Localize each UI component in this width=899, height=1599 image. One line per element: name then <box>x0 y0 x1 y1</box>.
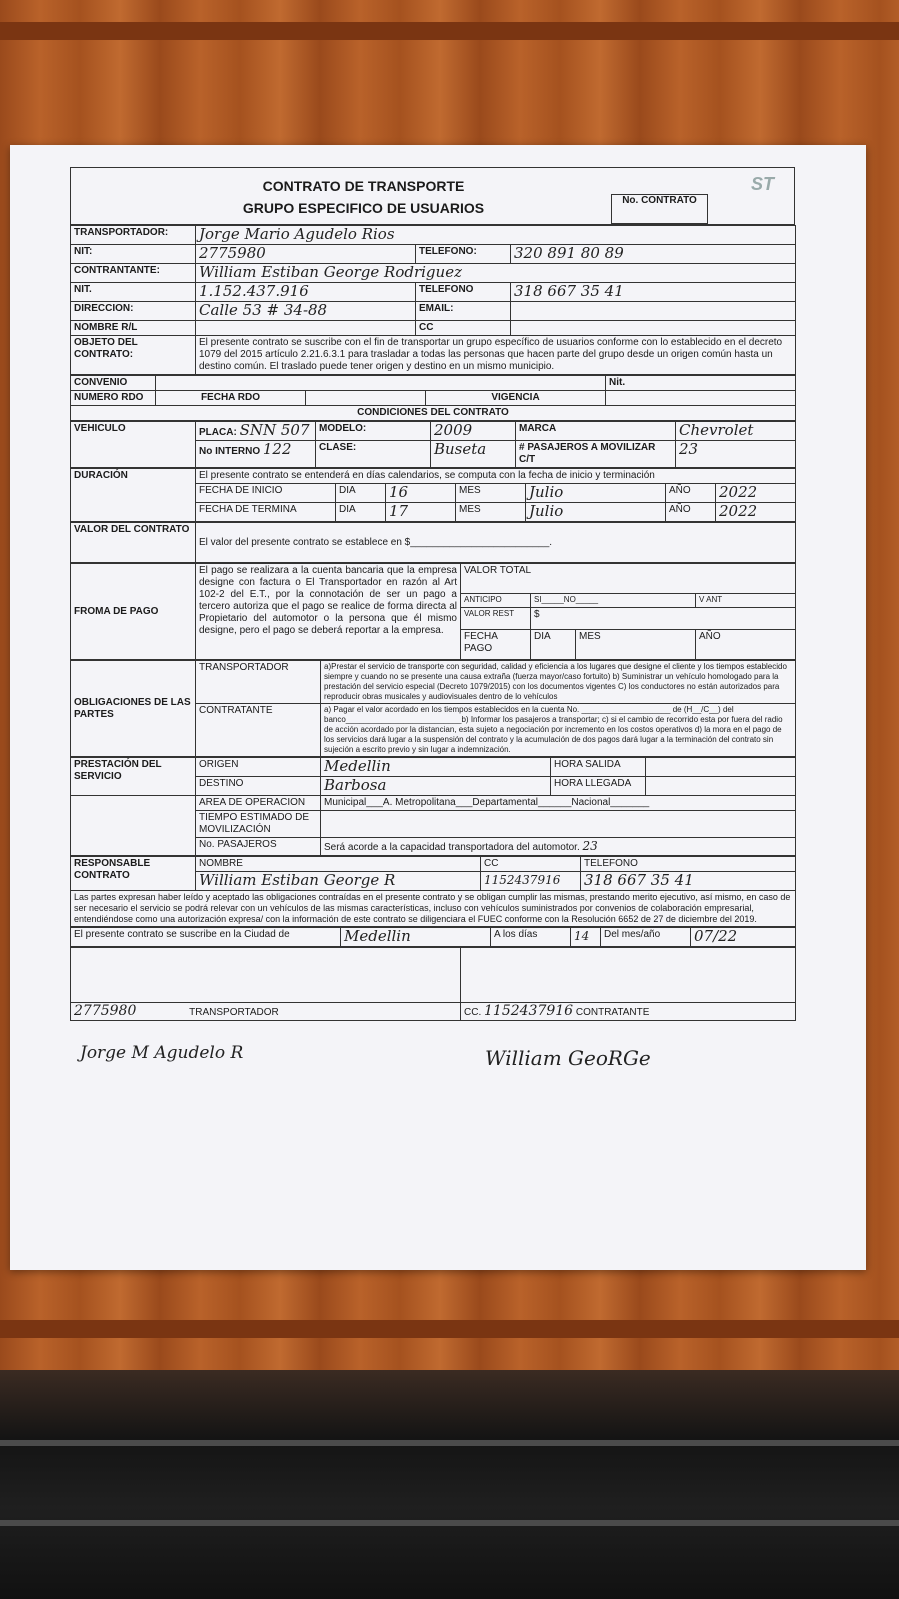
cc-label: CC <box>416 321 511 336</box>
ano-label: AÑO <box>666 503 716 522</box>
cc-transportador: 2775980 <box>74 1003 137 1019</box>
dia-firma-field[interactable]: 14 <box>571 928 601 947</box>
obligaciones-table <box>70 660 796 757</box>
email-field[interactable] <box>511 302 796 321</box>
ciudad-text: El presente contrato se suscribe en la Ciudad de <box>71 928 341 947</box>
nit2-field[interactable]: 1.152.437.916 <box>196 283 416 302</box>
transportador-label: TRANSPORTADOR: <box>71 226 196 245</box>
company-logo: ST <box>750 174 774 194</box>
dia-label: DIA <box>336 503 386 522</box>
tiempo-field[interactable] <box>321 811 796 838</box>
fecha-termina-label: FECHA DE TERMINA <box>196 503 336 522</box>
duracion-table <box>70 468 796 522</box>
termina-ano-field[interactable]: 2022 <box>716 503 796 522</box>
parties-table <box>70 225 796 375</box>
valor-rest-field[interactable]: $ <box>531 608 796 630</box>
destino-field[interactable]: Barbosa <box>321 777 551 796</box>
hora-llegada-label: HORA LLEGADA <box>551 777 646 796</box>
vehicle-table <box>70 421 796 468</box>
clase-label: CLASE: <box>316 441 431 468</box>
ciudad-field[interactable]: Medellin <box>341 928 491 947</box>
placa-field[interactable]: PLACA: SNN 507 <box>196 422 316 441</box>
wood-band <box>0 22 899 40</box>
hora-llegada-field[interactable] <box>646 777 796 796</box>
anticipo-label: ANTICIPO <box>461 594 531 608</box>
modelo-label: MODELO: <box>316 422 431 441</box>
inicio-mes-field[interactable]: Julio <box>526 484 666 503</box>
nombre-label: NOMBRE <box>196 857 481 872</box>
dia-label[interactable]: DIA <box>531 630 576 660</box>
origen-field[interactable]: Medellin <box>321 758 551 777</box>
area-label: AREA DE OPERACION <box>196 796 321 811</box>
hora-salida-label: HORA SALIDA <box>551 758 646 777</box>
resp-nombre-field[interactable]: William Estiban George R <box>196 872 481 891</box>
telefono-field[interactable]: 320 891 80 89 <box>511 245 796 264</box>
fecha-rdo-field[interactable] <box>306 391 426 406</box>
numero-rdo-label: NUMERO RDO <box>71 391 156 406</box>
nit-label: NIT: <box>71 245 196 264</box>
modelo-field[interactable]: 2009 <box>431 422 516 441</box>
valor-text[interactable]: El valor del presente contrato se establece en $_________________________. <box>196 523 796 563</box>
duracion-text: El presente contrato se entenderá en días calendarios, se computa con la fecha de inicio y terminación <box>196 469 796 484</box>
objeto-text: El presente contrato se suscribe con el fin de transportar un grupo específico de usuarios conforme con lo establecido en el decreto 1079 del 2015 artículo 2.21.6.3.1 para trasladar a todas las personas que hacen parte del grupo desde un origen común hasta un destino común. El traslado puede tener origen y destino en un mismo municipio. <box>196 336 796 375</box>
pago-text: El pago se realizara a la cuenta bancaria que la empresa designe con factura o El Transportador en razón al Art 102-2 del E.T., por la connotación de ser un pago a tercero autoriza que el pago se realice de forma directa al Propietario del automotor o la persona que él mismo designe, pero el pago se deberá reportar a la empresa. <box>196 564 461 660</box>
direccion-field[interactable]: Calle 53 # 34-88 <box>196 302 416 321</box>
valor-total-label[interactable]: VALOR TOTAL <box>461 564 796 594</box>
valor-table <box>70 522 796 563</box>
direccion-label: DIRECCION: <box>71 302 196 321</box>
signature-table <box>70 947 796 1021</box>
legal-text: Las partes expresan haber leído y aceptado las obligaciones contraídas en el presente contrato y se obligan cumplir las mismas, prestando merito ejecutivo, así mismo, en caso de ser necesario el servicio se podrá relevar con un vehículos de las mismas características, incluso con vehículos suministrados por convenios de colaboración empresarial, entendiéndose como una autorización expresa/ con la información de este contrato se diligenciara el FUEC conforme con la Resolución 6652 de 27 de diciembre del 2019. <box>71 891 796 927</box>
nit2-label: NIT. <box>71 283 196 302</box>
telefono2-field[interactable]: 318 667 35 41 <box>511 283 796 302</box>
a-los-dias-label: A los días <box>491 928 571 947</box>
prestacion-table <box>70 757 796 856</box>
contratante-sign-line <box>461 1003 796 1021</box>
marca-label: MARCA <box>516 422 676 441</box>
v-ant-label[interactable]: V ANT <box>696 594 796 608</box>
fecha-rdo-label: FECHA RDO <box>156 391 306 406</box>
pago-label: FROMA DE PAGO <box>71 564 196 660</box>
dia-label: DIA <box>336 484 386 503</box>
telefono2-label: TELEFONO <box>416 283 511 302</box>
marca-field[interactable]: Chevrolet <box>676 422 796 441</box>
fecha-inicio-label: FECHA DE INICIO <box>196 484 336 503</box>
vehiculo-label: VEHICULO <box>71 422 196 468</box>
transportador-field[interactable]: Jorge Mario Agudelo Rios <box>196 226 796 245</box>
contratante-signature: William GeoRGe <box>485 1046 651 1070</box>
vigencia-label: VIGENCIA <box>426 391 606 406</box>
obl-contratante-text: a) Pagar el valor acordado en los tiempos establecidos en la cuenta No. ____________________ de (H__/C__) del banco__________________________b) Informar los pasajeros a transportar; c) si el cambio de recorrido esta por fuera del radio de acción acordado por la distancian, esta sujeto a negociación por incremento en los costos operativos d) la mora en el pago de los servicios dará lugar a la suspensión del contrato y la acumulación de dos pagos dará lugar a la terminación del contrato sin sujeción a escrito previo y sin lugar a indemnización. <box>321 704 796 757</box>
pago-table <box>70 563 796 660</box>
telefono3-label: TELEFONO <box>581 857 796 872</box>
ano-label[interactable]: AÑO <box>696 630 796 660</box>
cc-contratante: 1152437916 <box>484 1003 574 1019</box>
termina-mes-field[interactable]: Julio <box>526 503 666 522</box>
objeto-label: OBJETO DEL CONTRATO: <box>71 336 196 375</box>
valor-label: VALOR DEL CONTRATO <box>71 523 196 563</box>
valor-rest-label: VALOR REST <box>461 608 531 630</box>
pasajeros-field[interactable]: 23 <box>676 441 796 468</box>
vigencia-field[interactable] <box>606 391 796 406</box>
prestacion-label: PRESTACIÓN DEL SERVICIO <box>71 758 196 796</box>
mes-ano-firma-field[interactable]: 07/22 <box>691 928 796 947</box>
transportador-sign-label: TRANSPORTADOR <box>189 1007 279 1018</box>
hora-salida-field[interactable] <box>646 758 796 777</box>
nombre-rl-label: NOMBRE R/L <box>71 321 196 336</box>
mes-label: MES <box>456 503 526 522</box>
obl-transportador-text: a)Prestar el servicio de transporte con seguridad, calidad y eficiencia a los lugares que designe el cliente y los tiempos establecido siempre y cuando no se presente una causa extraña (fuerza mayor/caso fortuito) b) Suministrar un vehículo homologado para la prestación del servicio especial (Decreto 1079/2015) con los documentos vigentes C) los conductores no están autorizados para reproducir obras musicales y audiovisuales dentro de lo vehículos <box>321 661 796 704</box>
area-field[interactable]: Municipal___A. Metropolitana___Departamental______Nacional_______ <box>321 796 796 811</box>
inicio-dia-field[interactable]: 16 <box>386 484 456 503</box>
floor <box>0 1370 899 1599</box>
cc-field[interactable] <box>511 321 796 336</box>
contratante-label: CONTRANTANTE: <box>71 264 196 283</box>
contratante-signature-area[interactable] <box>461 948 796 1003</box>
no-contrato-label: No. CONTRATO <box>611 194 708 224</box>
condiciones-label: CONDICIONES DEL CONTRATO <box>71 406 796 421</box>
tiempo-label: TIEMPO ESTIMADO DE MOVILIZACIÓN <box>196 811 321 838</box>
inicio-ano-field[interactable]: 2022 <box>716 484 796 503</box>
nit-field[interactable]: 2775980 <box>196 245 416 264</box>
convenio-table <box>70 375 796 421</box>
form-subtitle: GRUPO ESPECIFICO DE USUARIOS <box>242 200 485 216</box>
nombre-rl-field[interactable] <box>196 321 416 336</box>
resp-cc-field[interactable]: 1152437916 <box>481 872 581 891</box>
no-interno-field[interactable]: No INTERNO 122 <box>196 441 316 468</box>
transportador-signature-area[interactable] <box>71 948 461 1003</box>
email-label: EMAIL: <box>416 302 511 321</box>
responsable-label: RESPONSABLE CONTRATO <box>71 857 196 891</box>
ano-label: AÑO <box>666 484 716 503</box>
clase-field[interactable]: Buseta <box>431 441 516 468</box>
transportador-sign-line <box>71 1003 461 1021</box>
obl-contratante-label: CONTRATANTE <box>196 704 321 757</box>
pasajeros-label: # PASAJEROS A MOVILIZAR C/T <box>516 441 676 468</box>
mes-label[interactable]: MES <box>576 630 696 660</box>
convenio-field[interactable] <box>156 376 606 391</box>
nit3-label: Nit. <box>606 376 796 391</box>
si-no-field[interactable]: SI_____NO_____ <box>531 594 696 608</box>
duracion-label: DURACIÓN <box>71 469 196 522</box>
ciudad-table <box>70 927 796 947</box>
no-pasajeros-field[interactable]: Será acorde a la capacidad transportadora del automotor. 23 <box>321 838 796 856</box>
obl-transportador-label: TRANSPORTADOR <box>196 661 321 704</box>
responsable-table <box>70 856 796 927</box>
mes-label: MES <box>456 484 526 503</box>
wood-band <box>0 1320 899 1338</box>
form-header <box>70 167 795 225</box>
cc2-label: CC <box>481 857 581 872</box>
resp-tel-field[interactable]: 318 667 35 41 <box>581 872 796 891</box>
no-pasajeros-label: No. PASAJEROS <box>196 838 321 856</box>
obligaciones-label: OBLIGACIONES DE LAS PARTES <box>71 661 196 757</box>
form-title: CONTRATO DE TRANSPORTE <box>262 178 465 194</box>
termina-dia-field[interactable]: 17 <box>386 503 456 522</box>
del-mes-label: Del mes/año <box>601 928 691 947</box>
origen-label: ORIGEN <box>196 758 321 777</box>
cc-prefix: CC. <box>464 1007 482 1018</box>
contratante-field[interactable]: William Estiban George Rodriguez <box>196 264 796 283</box>
fecha-pago-label: FECHA PAGO <box>461 630 531 660</box>
telefono-label: TELEFONO: <box>416 245 511 264</box>
contratante-sign-label: CONTRATANTE <box>575 1007 650 1018</box>
destino-label: DESTINO <box>196 777 321 796</box>
contract-form <box>70 167 795 1021</box>
transportador-signature: Jorge M Agudelo R <box>80 1043 244 1063</box>
convenio-label: CONVENIO <box>71 376 156 391</box>
